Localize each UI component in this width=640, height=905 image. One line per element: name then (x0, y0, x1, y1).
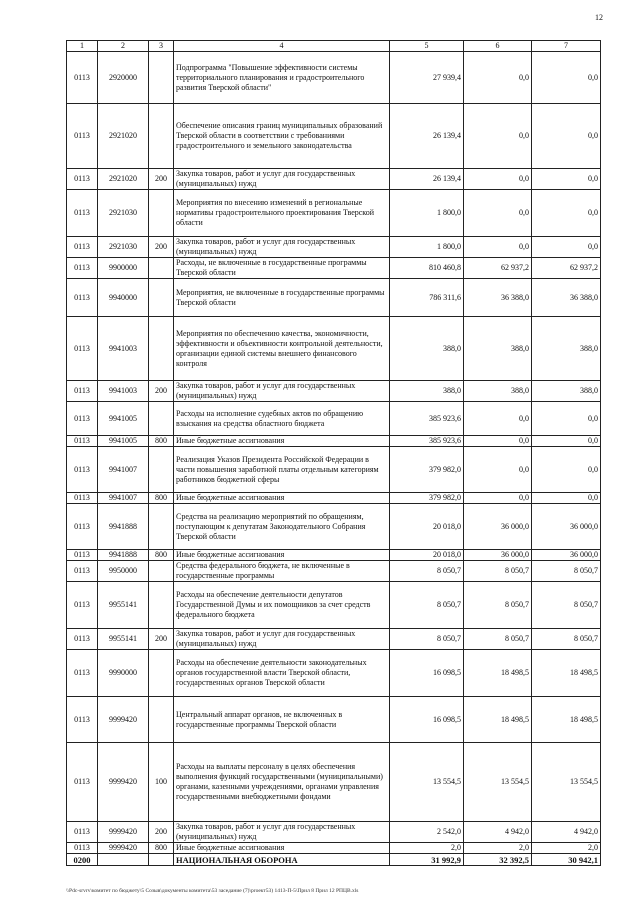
amount-col5-cell: 810 460,8 (390, 258, 464, 279)
target-article-cell: 9999420 (98, 843, 149, 854)
table-row (67, 436, 601, 447)
total-col5-cell: 31 992,9 (390, 854, 464, 866)
amount-col5-cell: 388,0 (390, 381, 464, 402)
table-row (67, 697, 601, 743)
item-name-cell: Закупка товаров, работ и услуг для государственных (муниципальных) нужд (174, 237, 390, 258)
section-code-cell: 0113 (67, 169, 98, 190)
amount-col5-cell: 27 939,4 (390, 52, 464, 104)
total-row (67, 854, 601, 866)
amount-col5-cell: 8 050,7 (390, 629, 464, 650)
amount-col5-cell: 379 982,0 (390, 493, 464, 504)
amount-col5-cell: 2,0 (390, 843, 464, 854)
amount-col5-cell: 379 982,0 (390, 447, 464, 493)
item-name-cell: Иные бюджетные ассигнования (174, 843, 390, 854)
table-row (67, 381, 601, 402)
table-row (67, 550, 601, 561)
expense-type-cell (149, 190, 174, 237)
table-row (67, 843, 601, 854)
item-name-cell: Иные бюджетные ассигнования (174, 550, 390, 561)
amount-col5-cell: 16 098,5 (390, 697, 464, 743)
amount-col6-cell: 62 937,2 (464, 258, 532, 279)
amount-col6-cell: 13 554,5 (464, 743, 532, 822)
table-row (67, 258, 601, 279)
item-name-cell: Иные бюджетные ассигнования (174, 436, 390, 447)
item-name-cell: Закупка товаров, работ и услуг для государственных (муниципальных) нужд (174, 381, 390, 402)
amount-col5-cell: 20 018,0 (390, 550, 464, 561)
target-article-cell: 2921020 (98, 169, 149, 190)
target-article-cell: 9941003 (98, 381, 149, 402)
amount-col6-cell: 0,0 (464, 436, 532, 447)
amount-col5-cell: 20 018,0 (390, 504, 464, 550)
column-header: 2 (98, 41, 149, 52)
table-row (67, 561, 601, 582)
amount-col5-cell: 388,0 (390, 317, 464, 381)
amount-col6-cell: 388,0 (464, 317, 532, 381)
amount-col5-cell: 1 800,0 (390, 237, 464, 258)
expense-type-cell: 200 (149, 169, 174, 190)
expense-type-cell: 200 (149, 381, 174, 402)
column-header: 7 (532, 41, 601, 52)
amount-col6-cell: 0,0 (464, 190, 532, 237)
target-article-cell: 9941005 (98, 402, 149, 436)
expense-type-cell (149, 258, 174, 279)
section-code-cell: 0113 (67, 436, 98, 447)
column-header: 4 (174, 41, 390, 52)
table-row (67, 493, 601, 504)
target-article-cell: 9955141 (98, 629, 149, 650)
expense-type-cell: 800 (149, 436, 174, 447)
amount-col6-cell: 0,0 (464, 402, 532, 436)
amount-col7-cell: 62 937,2 (532, 258, 601, 279)
amount-col5-cell: 16 098,5 (390, 650, 464, 697)
amount-col6-cell: 0,0 (464, 104, 532, 169)
amount-col6-cell: 8 050,7 (464, 629, 532, 650)
item-name-cell: Реализация Указов Президента Российской Федерации в части повышения заработной платы отдельным категориям работников бюджетной сферы (174, 447, 390, 493)
table-row (67, 504, 601, 550)
total-code-cell: 0200 (67, 854, 98, 866)
section-code-cell: 0113 (67, 582, 98, 629)
item-name-cell: Расходы на исполнение судебных актов по обращению взыскания на средства областного бюджета (174, 402, 390, 436)
expense-type-cell (149, 561, 174, 582)
amount-col5-cell: 385 923,6 (390, 402, 464, 436)
target-article-cell: 9941888 (98, 550, 149, 561)
section-code-cell: 0113 (67, 381, 98, 402)
expense-type-cell (149, 650, 174, 697)
amount-col7-cell: 388,0 (532, 381, 601, 402)
header-row (67, 41, 601, 52)
amount-col7-cell: 0,0 (532, 169, 601, 190)
section-code-cell: 0113 (67, 190, 98, 237)
amount-col5-cell: 2 542,0 (390, 822, 464, 843)
amount-col7-cell: 8 050,7 (532, 582, 601, 629)
item-name-cell: Мероприятия по внесению изменений в региональные нормативы градостроительного проектирования Тверской области (174, 190, 390, 237)
total-col6-cell: 32 392,5 (464, 854, 532, 866)
amount-col5-cell: 26 139,4 (390, 104, 464, 169)
expense-type-cell: 200 (149, 822, 174, 843)
empty-cell (149, 854, 174, 866)
expense-type-cell (149, 697, 174, 743)
item-name-cell: Расходы на обеспечение деятельности законодательных органов государственной власти Тверской области, государственных органов Тверской области (174, 650, 390, 697)
target-article-cell: 9950000 (98, 561, 149, 582)
section-code-cell: 0113 (67, 822, 98, 843)
table-row (67, 190, 601, 237)
target-article-cell: 2920000 (98, 52, 149, 104)
section-code-cell: 0113 (67, 697, 98, 743)
item-name-cell: Закупка товаров, работ и услуг для государственных (муниципальных) нужд (174, 822, 390, 843)
section-code-cell: 0113 (67, 237, 98, 258)
expense-type-cell (149, 317, 174, 381)
expense-type-cell (149, 582, 174, 629)
amount-col6-cell: 0,0 (464, 447, 532, 493)
total-col7-cell: 30 942,1 (532, 854, 601, 866)
column-header: 5 (390, 41, 464, 52)
amount-col7-cell: 0,0 (532, 190, 601, 237)
target-article-cell: 9999420 (98, 822, 149, 843)
section-code-cell: 0113 (67, 402, 98, 436)
target-article-cell: 9900000 (98, 258, 149, 279)
expense-type-cell (149, 402, 174, 436)
table-row (67, 104, 601, 169)
amount-col6-cell: 2,0 (464, 843, 532, 854)
target-article-cell: 9955141 (98, 582, 149, 629)
table-row (67, 629, 601, 650)
target-article-cell: 9990000 (98, 650, 149, 697)
section-code-cell: 0113 (67, 493, 98, 504)
amount-col7-cell: 0,0 (532, 402, 601, 436)
target-article-cell: 9941005 (98, 436, 149, 447)
amount-col7-cell: 2,0 (532, 843, 601, 854)
amount-col6-cell: 18 498,5 (464, 650, 532, 697)
section-code-cell: 0113 (67, 447, 98, 493)
amount-col7-cell: 388,0 (532, 317, 601, 381)
section-code-cell: 0113 (67, 52, 98, 104)
item-name-cell: Расходы на обеспечение деятельности депутатов Государственной Думы и их помощников за счет средств федерального бюджета (174, 582, 390, 629)
amount-col7-cell: 0,0 (532, 493, 601, 504)
table-row (67, 402, 601, 436)
item-name-cell: Закупка товаров, работ и услуг для государственных (муниципальных) нужд (174, 169, 390, 190)
expense-type-cell (149, 52, 174, 104)
item-name-cell: Мероприятия, не включенные в государственные программы Тверской области (174, 279, 390, 317)
amount-col6-cell: 0,0 (464, 493, 532, 504)
expense-type-cell (149, 504, 174, 550)
target-article-cell: 9999420 (98, 697, 149, 743)
amount-col7-cell: 4 942,0 (532, 822, 601, 843)
amount-col7-cell: 36 000,0 (532, 550, 601, 561)
amount-col7-cell: 0,0 (532, 436, 601, 447)
item-name-cell: Подпрограмма "Повышение эффективности системы территориального планирования и градостроительного развития Тверской области" (174, 52, 390, 104)
amount-col6-cell: 4 942,0 (464, 822, 532, 843)
amount-col7-cell: 18 498,5 (532, 697, 601, 743)
page-number: 12 (595, 13, 603, 22)
expense-type-cell: 800 (149, 843, 174, 854)
item-name-cell: Закупка товаров, работ и услуг для государственных (муниципальных) нужд (174, 629, 390, 650)
amount-col5-cell: 1 800,0 (390, 190, 464, 237)
target-article-cell: 9941888 (98, 504, 149, 550)
column-header: 3 (149, 41, 174, 52)
table-row (67, 237, 601, 258)
table-row (67, 822, 601, 843)
table-row (67, 52, 601, 104)
section-code-cell: 0113 (67, 550, 98, 561)
expense-type-cell: 200 (149, 237, 174, 258)
section-code-cell: 0113 (67, 743, 98, 822)
section-code-cell: 0113 (67, 629, 98, 650)
target-article-cell: 9941007 (98, 447, 149, 493)
amount-col6-cell: 18 498,5 (464, 697, 532, 743)
footer-file-path: \\Pdc-srvrv\комитет по бюджету\5 Созыв\документы комитета\53 заседание (7)\proект53) 1413-П-5\Прил 8 Прил 12 РПЦВ.xls (66, 888, 359, 894)
section-code-cell: 0113 (67, 317, 98, 381)
item-name-cell: Средства на реализацию мероприятий по обращениям, поступающим к депутатам Законодательного Собрания Тверской области (174, 504, 390, 550)
item-name-cell: Мероприятия по обеспечению качества, экономичности, эффективности и объективности контрольной деятельности, организации единой системы внешнего финансового контроля (174, 317, 390, 381)
amount-col7-cell: 36 388,0 (532, 279, 601, 317)
expense-type-cell: 800 (149, 550, 174, 561)
amount-col6-cell: 0,0 (464, 169, 532, 190)
amount-col6-cell: 36 000,0 (464, 504, 532, 550)
amount-col5-cell: 13 554,5 (390, 743, 464, 822)
expense-type-cell: 200 (149, 629, 174, 650)
expense-type-cell (149, 447, 174, 493)
section-code-cell: 0113 (67, 279, 98, 317)
item-name-cell: Иные бюджетные ассигнования (174, 493, 390, 504)
amount-col6-cell: 36 000,0 (464, 550, 532, 561)
amount-col7-cell: 0,0 (532, 52, 601, 104)
target-article-cell: 9941003 (98, 317, 149, 381)
table-row (67, 447, 601, 493)
table-row (67, 279, 601, 317)
empty-cell (98, 854, 149, 866)
amount-col7-cell: 0,0 (532, 104, 601, 169)
expense-type-cell: 100 (149, 743, 174, 822)
amount-col7-cell: 13 554,5 (532, 743, 601, 822)
amount-col7-cell: 0,0 (532, 237, 601, 258)
item-name-cell: Расходы на выплаты персоналу в целях обеспечения выполнения функций государственными (муниципальными) органами, казенными учреждениями, органами управления государственными внебюджетными фондами (174, 743, 390, 822)
table-row (67, 743, 601, 822)
expense-type-cell (149, 279, 174, 317)
amount-col7-cell: 8 050,7 (532, 561, 601, 582)
amount-col5-cell: 385 923,6 (390, 436, 464, 447)
amount-col6-cell: 36 388,0 (464, 279, 532, 317)
amount-col7-cell: 0,0 (532, 447, 601, 493)
column-header: 1 (67, 41, 98, 52)
amount-col7-cell: 18 498,5 (532, 650, 601, 697)
section-code-cell: 0113 (67, 104, 98, 169)
amount-col6-cell: 8 050,7 (464, 561, 532, 582)
table-row (67, 650, 601, 697)
item-name-cell: Обеспечение описания границ муниципальных образований Тверской области в соответствии с требованиями градостроительного и земельного законодательства (174, 104, 390, 169)
target-article-cell: 9999420 (98, 743, 149, 822)
target-article-cell: 2921030 (98, 190, 149, 237)
amount-col5-cell: 8 050,7 (390, 561, 464, 582)
section-code-cell: 0113 (67, 561, 98, 582)
expense-type-cell: 800 (149, 493, 174, 504)
section-code-cell: 0113 (67, 258, 98, 279)
section-code-cell: 0113 (67, 843, 98, 854)
table-row (67, 582, 601, 629)
amount-col5-cell: 26 139,4 (390, 169, 464, 190)
amount-col6-cell: 0,0 (464, 237, 532, 258)
amount-col7-cell: 8 050,7 (532, 629, 601, 650)
column-header: 6 (464, 41, 532, 52)
budget-table (66, 40, 601, 866)
total-name-cell: НАЦИОНАЛЬНАЯ ОБОРОНА (174, 854, 390, 866)
amount-col5-cell: 8 050,7 (390, 582, 464, 629)
amount-col5-cell: 786 311,6 (390, 279, 464, 317)
section-code-cell: 0113 (67, 650, 98, 697)
expense-type-cell (149, 104, 174, 169)
item-name-cell: Расходы, не включенные в государственные программы Тверской области (174, 258, 390, 279)
table-row (67, 169, 601, 190)
amount-col7-cell: 36 000,0 (532, 504, 601, 550)
amount-col6-cell: 388,0 (464, 381, 532, 402)
amount-col6-cell: 0,0 (464, 52, 532, 104)
target-article-cell: 9940000 (98, 279, 149, 317)
target-article-cell: 9941007 (98, 493, 149, 504)
item-name-cell: Центральный аппарат органов, не включенных в государственные программы Тверской области (174, 697, 390, 743)
table-row (67, 317, 601, 381)
section-code-cell: 0113 (67, 504, 98, 550)
target-article-cell: 2921030 (98, 237, 149, 258)
target-article-cell: 2921020 (98, 104, 149, 169)
amount-col6-cell: 8 050,7 (464, 582, 532, 629)
item-name-cell: Средства федерального бюджета, не включенные в государственные программы (174, 561, 390, 582)
